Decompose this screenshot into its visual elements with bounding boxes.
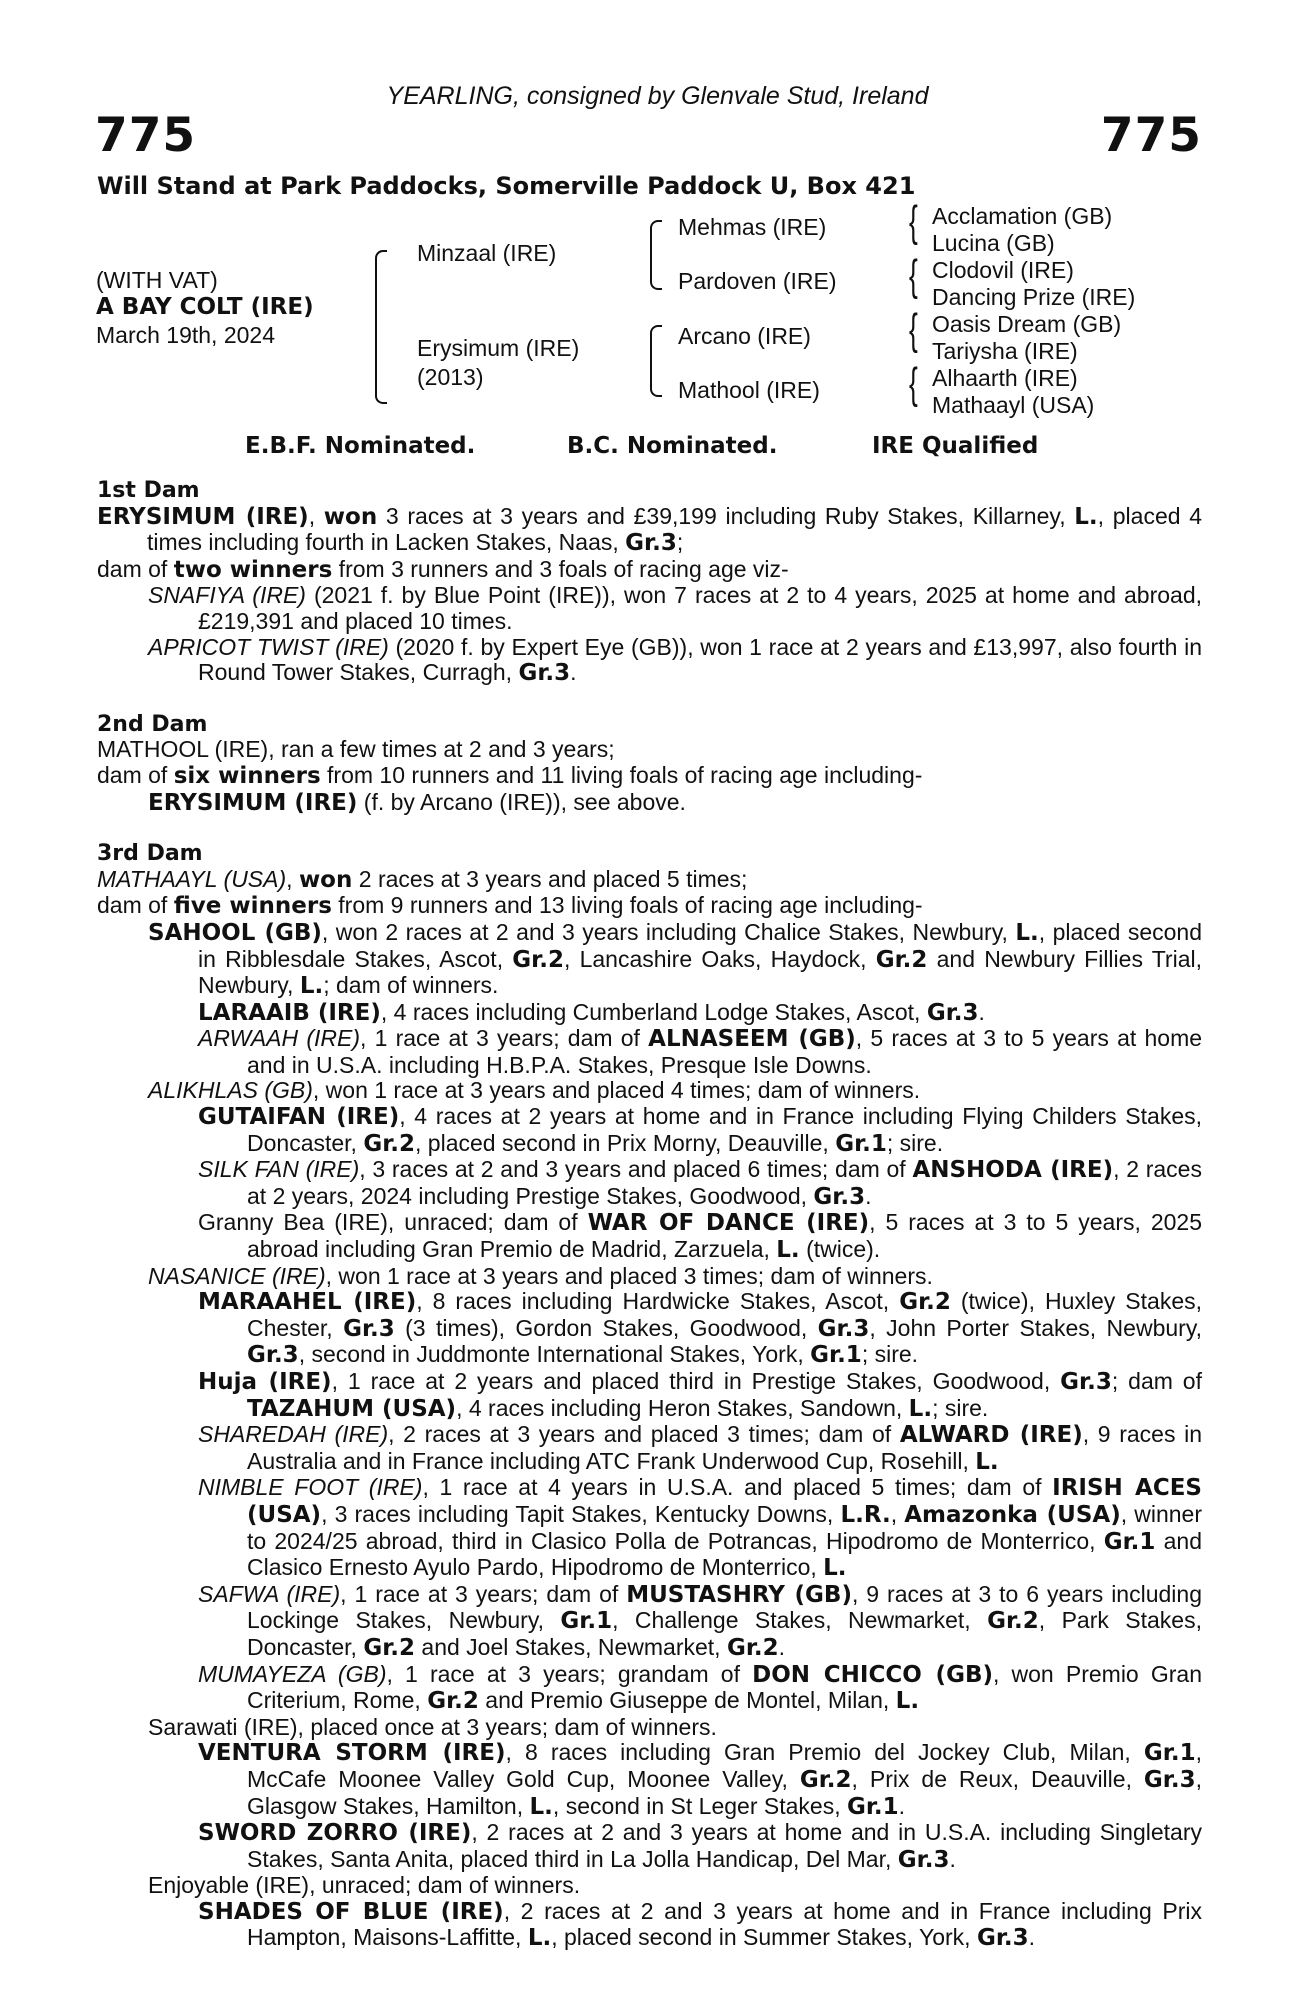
entry-alikhlas: ALIKHLAS (GB), won 1 race at 3 years and placed 4 times; dam of winners. xyxy=(148,1077,921,1104)
pedigree-brace-dam xyxy=(650,325,662,397)
entry-maraahel: MARAAHEL (IRE), 8 races including Hardwicke Stakes, Ascot, Gr.2 (twice), Huxley Stakes, Chester, Gr.3 (3 times), Gordon Stakes, Goodwood, Gr.3, John Porter Stakes, Newbury, Gr.3, second in Juddmonte International Stakes, York, Gr.1; sire. xyxy=(198,1288,1202,1369)
second-dam-produce-summary: dam of six winners from 10 runners and 11 living foals of racing age including- xyxy=(97,761,923,789)
pedigree-brace-g3-4: { xyxy=(908,359,918,408)
pedigree-brace-g3-3: { xyxy=(908,305,918,354)
sire-name: Minzaal (IRE) xyxy=(417,240,557,266)
entry-silk-fan: SILK FAN (IRE), 3 races at 2 and 3 years and placed 6 times; dam of ANSHODA (IRE), 2 races at 2 years, 2024 including Prestige Stakes, Goodwood, Gr.3. xyxy=(198,1156,1202,1210)
first-dam-produce-summary: dam of two winners from 3 runners and 3 foals of racing age viz- xyxy=(97,555,789,583)
entry-laraaib: LARAAIB (IRE), 4 races including Cumberland Lodge Stakes, Ascot, Gr.3. xyxy=(198,998,985,1026)
horse-name: A BAY COLT (IRE) xyxy=(96,294,314,320)
stable-location: Will Stand at Park Paddocks, Somerville Paddock U, Box 421 xyxy=(97,172,916,200)
bc-nomination: B.C. Nominated. xyxy=(567,433,778,459)
first-dam-sep: , xyxy=(308,502,324,529)
sire-dam-name: Pardoven (IRE) xyxy=(678,268,837,294)
pedigree-brace-sire xyxy=(650,220,662,290)
dam-dam-name: Mathool (IRE) xyxy=(678,377,820,403)
dam-sire-name: Arcano (IRE) xyxy=(678,323,811,349)
pedigree-notes xyxy=(97,478,1202,1952)
pedigree-g3-1: Acclamation (GB) xyxy=(932,203,1113,229)
ebf-nomination: E.B.F. Nominated. xyxy=(245,433,476,459)
lot-number-left: 775 xyxy=(95,108,197,163)
pedigree-g3-8: Mathaayl (USA) xyxy=(932,392,1095,418)
entry-enjoyable: Enjoyable (IRE), unraced; dam of winners. xyxy=(148,1872,581,1899)
pedigree-g3-5: Oasis Dream (GB) xyxy=(932,311,1122,337)
first-dam-produce-2: APRICOT TWIST (IRE) (2020 f. by Expert Eye (GB)), won 1 race at 2 years and £13,997, also fourth in Round Tower Stakes, Curragh, Gr.3. xyxy=(148,633,1202,687)
entry-sharedah: SHAREDAH (IRE), 2 races at 3 years and placed 3 times; dam of ALWARD (IRE), 9 races in Australia and in France including ATC Frank Underwood Cup, Rosehill, L. xyxy=(198,1421,1203,1475)
first-dam-title: 1st Dam xyxy=(97,478,200,503)
dam-year: (2013) xyxy=(417,364,484,390)
first-dam-produce-1: SNAFIYA (IRE) (2021 f. by Blue Point (IRE)), won 7 races at 2 to 4 years, 2025 at home and abroad, £219,391 and placed 10 times. xyxy=(148,582,1203,634)
dam-name: Erysimum (IRE) xyxy=(417,335,580,361)
pedigree-brace-g3-1: { xyxy=(908,197,918,246)
third-dam-record: MATHAAYL (USA), won 2 races at 3 years and placed 5 times; xyxy=(97,865,748,893)
pedigree-g3-2: Lucina (GB) xyxy=(932,230,1055,256)
second-dam-record: MATHOOL (IRE), ran a few times at 2 and 3 years; xyxy=(97,736,615,763)
entry-shades-of-blue: SHADES OF BLUE (IRE), 2 races at 2 and 3 years at home and in France including Prix Hampton, Maisons-Laffitte, L., placed second in Summer Stakes, York, Gr.3. xyxy=(198,1897,1202,1952)
entry-gutaifan: GUTAIFAN (IRE), 4 races at 2 years at home and in France including Flying Childers Stakes, Doncaster, Gr.2, placed second in Prix Morny, Deauville, Gr.1; sire. xyxy=(198,1103,1202,1157)
third-dam-produce-summary: dam of five winners from 9 runners and 13 living foals of racing age including- xyxy=(97,892,923,920)
pedigree-g3-3: Clodovil (IRE) xyxy=(932,257,1074,283)
consignment-header: YEARLING, consigned by Glenvale Stud, Ireland xyxy=(386,82,929,110)
entry-safwa: SAFWA (IRE), 1 race at 3 years; dam of MUSTASHRY (GB), 9 races at 3 to 6 years including Lockinge Stakes, Newbury, Gr.1, Challenge Stakes, Newmarket, Gr.2, Park Stakes, Doncaster, Gr.2 and Joel Stakes, Newmarket, Gr.2. xyxy=(198,1580,1202,1661)
entry-nimble-foot: NIMBLE FOOT (IRE), 1 race at 4 years in U.S.A. and placed 5 times; dam of IRISH ACES (USA), 3 races including Tapit Stakes, Kentucky Downs, L.R., Amazonka (USA), winner to 2024/25 abroad, third in Clasico Polla de Potrancas, Hipodromo de Monterrico, Gr.1 and Clasico Ernesto Ayulo Pardo, Hipodromo de Monterrico, L. xyxy=(198,1474,1202,1582)
second-dam-title: 2nd Dam xyxy=(97,711,208,737)
entry-sarawati: Sarawati (IRE), placed once at 3 years; dam of winners. xyxy=(148,1713,717,1740)
second-dam-produce-1: ERYSIMUM (IRE) (f. by Arcano (IRE)), see above. xyxy=(148,788,686,816)
entry-huja: Huja (IRE), 1 race at 2 years and placed third in Prestige Stakes, Goodwood, Gr.3; dam of TAZAHUM (USA), 4 races including Heron Stakes, Sandown, L.; sire. xyxy=(198,1368,1202,1422)
entry-sahool: SAHOOL (GB), won 2 races at 2 and 3 years including Chalice Stakes, Newbury, L., placed second in Ribblesdale Stakes, Ascot, Gr.2, Lancashire Oaks, Haydock, Gr.2 and Newbury Fillies Trial, Newbury, L.; dam of winners. xyxy=(148,918,1202,1000)
entry-mumayeza: MUMAYEZA (GB), 1 race at 3 years; grandam of DON CHICCO (GB), won Premio Gran Criterium, Rome, Gr.2 and Premio Giuseppe de Montel, Milan, L. xyxy=(198,1660,1203,1715)
vat-note: (WITH VAT) xyxy=(96,267,218,293)
entry-sword-zorro: SWORD ZORRO (IRE), 2 races at 2 and 3 years at home and in U.S.A. including Singletary Stakes, Santa Anita, placed third in La Jolla Handicap, Del Mar, Gr.3. xyxy=(198,1819,1202,1873)
third-dam-title: 3rd Dam xyxy=(97,841,203,867)
entry-arwaah: ARWAAH (IRE), 1 race at 3 years; dam of ALNASEEM (GB), 5 races at 3 to 5 years at home and in U.S.A. including H.B.P.A. Stakes, Presque Isle Downs. xyxy=(198,1025,1203,1078)
entry-ventura-storm: VENTURA STORM (IRE), 8 races including Gran Premio del Jockey Club, Milan, Gr.1, McCafe Moonee Valley Gold Cup, Moonee Valley, Gr.2, Prix de Reux, Deauville, Gr.3, Glasgow Stakes, Hamilton, L., second in St Leger Stakes, Gr.1. xyxy=(198,1739,1202,1820)
pedigree-brace-g3-2: { xyxy=(908,251,918,300)
ire-qualified: IRE Qualified xyxy=(872,433,1039,459)
entry-granny-bea: Granny Bea (IRE), unraced; dam of WAR OF DANCE (IRE), 5 races at 3 to 5 years, 2025 abroad including Gran Premio de Madrid, Zarzuela, L. (twice). xyxy=(198,1209,1202,1264)
horse-dob: March 19th, 2024 xyxy=(96,322,276,348)
pedigree-g3-6: Tariysha (IRE) xyxy=(932,338,1078,364)
sire-sire-name: Mehmas (IRE) xyxy=(678,214,827,240)
pedigree-g3-7: Alhaarth (IRE) xyxy=(932,365,1078,391)
pedigree-g3-4: Dancing Prize (IRE) xyxy=(932,284,1136,310)
pedigree-brace-main xyxy=(375,250,387,404)
lot-number-right: 775 xyxy=(1100,108,1202,163)
entry-nasanice: NASANICE (IRE), won 1 race at 3 years and placed 3 times; dam of winners. xyxy=(148,1262,933,1289)
first-dam-record: ERYSIMUM (IRE), won 3 races at 3 years and £39,199 including Ruby Stakes, Killarney, L., placed 4 times including fourth in Lacken Stakes, Naas, Gr.3; xyxy=(97,502,1202,557)
